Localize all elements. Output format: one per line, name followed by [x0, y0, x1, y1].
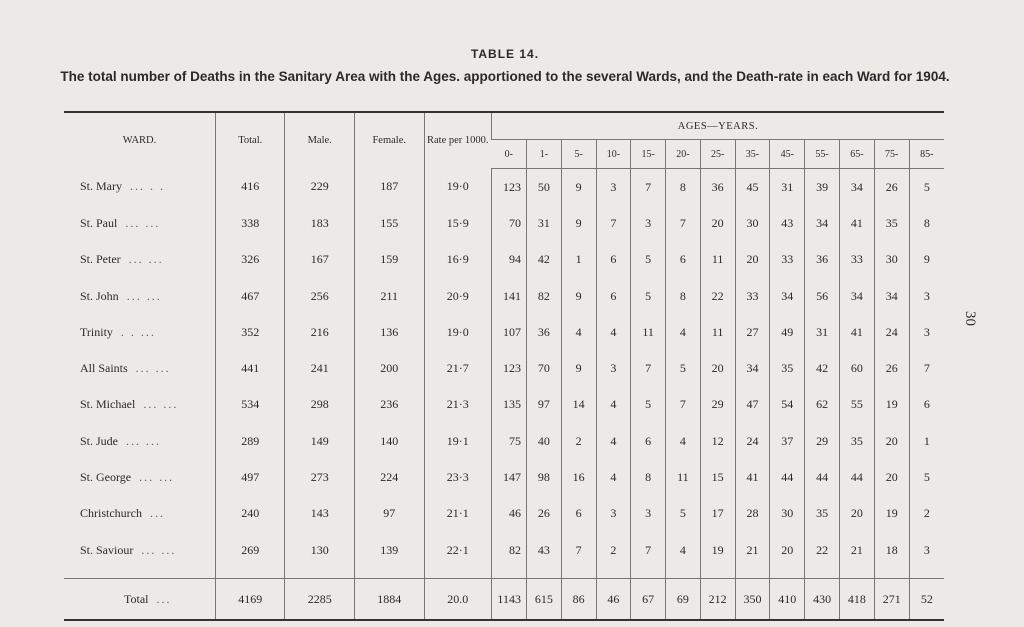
- age-group-header: 45-: [770, 140, 805, 169]
- age-count-cell: 7: [666, 205, 701, 241]
- age-count-cell: 7: [596, 205, 631, 241]
- total-cell: 326: [215, 242, 284, 278]
- age-count-cell: 7: [561, 532, 596, 568]
- table-row: [64, 350, 944, 386]
- age-count-cell: 5: [631, 387, 666, 423]
- age-count-cell: 31: [770, 169, 805, 206]
- ward-name: St. George: [80, 470, 132, 485]
- age-count-cell: 31: [526, 205, 561, 241]
- age-count-cell: 50: [526, 169, 561, 206]
- rate-cell: 20.0: [424, 579, 492, 621]
- ward-name: St. Jude: [80, 433, 119, 448]
- ward-cell: [64, 532, 215, 568]
- age-count-cell: 35: [874, 205, 909, 241]
- table-row: [64, 314, 944, 350]
- female-header: Female.: [354, 112, 424, 169]
- age-count-cell: 43: [770, 205, 805, 241]
- age-count-cell: 34: [840, 278, 875, 314]
- table-row: [64, 278, 944, 314]
- leader-dots: ... ...: [135, 361, 171, 376]
- ages-header: AGES—YEARS.: [492, 112, 944, 140]
- age-count-cell: 12: [700, 423, 735, 459]
- age-count-cell: 2: [561, 423, 596, 459]
- age-count-cell: 2: [596, 532, 631, 568]
- age-group-header: 20-: [666, 140, 701, 169]
- age-group-header: 0-: [492, 140, 527, 169]
- leader-dots: ... ...: [141, 542, 177, 557]
- total-header: Total.: [215, 112, 284, 169]
- age-count-cell: 55: [840, 387, 875, 423]
- table-body: [64, 169, 944, 621]
- total-cell: 416: [215, 169, 284, 206]
- age-count-cell: 6: [631, 423, 666, 459]
- age-count-cell: 6: [596, 278, 631, 314]
- age-count-cell: 97: [526, 387, 561, 423]
- age-count-cell: 418: [840, 579, 875, 621]
- age-count-cell: 8: [631, 459, 666, 495]
- ward-name: Christchurch: [80, 506, 142, 521]
- age-count-cell: 5: [666, 350, 701, 386]
- age-count-cell: 11: [700, 242, 735, 278]
- age-count-cell: 35: [840, 423, 875, 459]
- leader-dots: ...: [150, 506, 165, 521]
- age-count-cell: 7: [631, 350, 666, 386]
- age-count-cell: 5: [631, 242, 666, 278]
- age-count-cell: 28: [735, 496, 770, 532]
- age-count-cell: 5: [909, 169, 944, 206]
- age-count-cell: 430: [805, 579, 840, 621]
- age-count-cell: 141: [492, 278, 527, 314]
- age-count-cell: 46: [492, 496, 527, 532]
- female-cell: 224: [354, 459, 424, 495]
- age-group-header: 15-: [631, 140, 666, 169]
- age-count-cell: 44: [840, 459, 875, 495]
- age-count-cell: 47: [735, 387, 770, 423]
- total-cell: 240: [215, 496, 284, 532]
- age-group-header: 10-: [596, 140, 631, 169]
- age-group-header: 5-: [561, 140, 596, 169]
- age-count-cell: 3: [909, 278, 944, 314]
- table-row: [64, 459, 944, 495]
- spacer-cell: [840, 568, 875, 579]
- ward-name: St. Michael: [80, 397, 136, 412]
- total-cell: 289: [215, 423, 284, 459]
- female-cell: 236: [354, 387, 424, 423]
- age-count-cell: 123: [492, 350, 527, 386]
- ward-cell: [64, 350, 215, 386]
- male-cell: 229: [285, 169, 354, 206]
- age-count-cell: 18: [874, 532, 909, 568]
- age-count-cell: 4: [666, 314, 701, 350]
- age-count-cell: 271: [874, 579, 909, 621]
- male-cell: 256: [285, 278, 354, 314]
- age-count-cell: 82: [492, 532, 527, 568]
- male-cell: 2285: [285, 579, 354, 621]
- spacer-cell: [215, 568, 284, 579]
- ward-name: St. Saviour: [80, 542, 134, 557]
- spacer-cell: [700, 568, 735, 579]
- age-count-cell: 6: [909, 387, 944, 423]
- age-count-cell: 3: [596, 496, 631, 532]
- table-row: [64, 387, 944, 423]
- age-count-cell: 7: [631, 532, 666, 568]
- age-count-cell: 21: [840, 532, 875, 568]
- age-count-cell: 16: [561, 459, 596, 495]
- age-count-cell: 17: [700, 496, 735, 532]
- age-count-cell: 75: [492, 423, 527, 459]
- age-count-cell: 26: [526, 496, 561, 532]
- age-count-cell: 40: [526, 423, 561, 459]
- ward-cell: [64, 242, 215, 278]
- rate-cell: 23·3: [424, 459, 492, 495]
- age-count-cell: 4: [596, 314, 631, 350]
- male-cell: 241: [285, 350, 354, 386]
- age-count-cell: 27: [735, 314, 770, 350]
- age-count-cell: 19: [874, 496, 909, 532]
- age-count-cell: 39: [805, 169, 840, 206]
- age-count-cell: 4: [596, 387, 631, 423]
- age-count-cell: 62: [805, 387, 840, 423]
- age-count-cell: 3: [909, 532, 944, 568]
- age-count-cell: 212: [700, 579, 735, 621]
- age-count-cell: 615: [526, 579, 561, 621]
- male-cell: 216: [285, 314, 354, 350]
- age-count-cell: 67: [631, 579, 666, 621]
- total-cell: 441: [215, 350, 284, 386]
- male-cell: 149: [285, 423, 354, 459]
- age-count-cell: 20: [874, 459, 909, 495]
- age-count-cell: 34: [874, 278, 909, 314]
- age-count-cell: 6: [666, 242, 701, 278]
- age-group-header: 35-: [735, 140, 770, 169]
- total-cell: 467: [215, 278, 284, 314]
- total-cell: 497: [215, 459, 284, 495]
- age-count-cell: 34: [735, 350, 770, 386]
- rate-cell: 21·3: [424, 387, 492, 423]
- spacer-cell: [909, 568, 944, 579]
- male-cell: 273: [285, 459, 354, 495]
- age-count-cell: 37: [770, 423, 805, 459]
- spacer-cell: [526, 568, 561, 579]
- age-count-cell: 34: [805, 205, 840, 241]
- age-count-cell: 94: [492, 242, 527, 278]
- age-count-cell: 41: [840, 314, 875, 350]
- age-count-cell: 123: [492, 169, 527, 206]
- spacer-cell: [874, 568, 909, 579]
- age-count-cell: 20: [700, 350, 735, 386]
- ward-name: St. John: [80, 288, 119, 303]
- age-count-cell: 107: [492, 314, 527, 350]
- age-count-cell: 70: [526, 350, 561, 386]
- leader-dots: ... ...: [125, 215, 161, 230]
- leader-dots: ... ...: [143, 397, 179, 412]
- age-count-cell: 9: [561, 278, 596, 314]
- age-count-cell: 54: [770, 387, 805, 423]
- age-count-cell: 11: [631, 314, 666, 350]
- age-count-cell: 46: [596, 579, 631, 621]
- age-count-cell: 21: [735, 532, 770, 568]
- table-row: [64, 496, 944, 532]
- age-count-cell: 44: [770, 459, 805, 495]
- age-count-cell: 7: [909, 350, 944, 386]
- male-cell: 183: [285, 205, 354, 241]
- spacer-cell: [561, 568, 596, 579]
- table-caption: The total number of Deaths in the Sanitary Area with the Ages. apportioned to the several Wards, and the Death-rate in each Ward for 1904.: [60, 69, 950, 84]
- age-count-cell: 9: [561, 169, 596, 206]
- total-cell: 269: [215, 532, 284, 568]
- total-cell: 352: [215, 314, 284, 350]
- ward-cell: [64, 459, 215, 495]
- age-count-cell: 60: [840, 350, 875, 386]
- age-count-cell: 30: [770, 496, 805, 532]
- age-count-cell: 3: [596, 169, 631, 206]
- deaths-table: [64, 111, 944, 621]
- total-cell: 338: [215, 205, 284, 241]
- spacer-cell: [735, 568, 770, 579]
- age-count-cell: 3: [631, 205, 666, 241]
- ward-name: St. Peter: [80, 252, 121, 267]
- age-count-cell: 6: [596, 242, 631, 278]
- age-count-cell: 9: [561, 350, 596, 386]
- table-row: [64, 169, 944, 206]
- leader-dots: ... ...: [126, 433, 162, 448]
- age-group-header: 75-: [874, 140, 909, 169]
- age-count-cell: 44: [805, 459, 840, 495]
- age-count-cell: 86: [561, 579, 596, 621]
- rate-cell: 16·9: [424, 242, 492, 278]
- age-group-header: 65-: [840, 140, 875, 169]
- female-cell: 1884: [354, 579, 424, 621]
- leader-dots: ... ...: [139, 470, 175, 485]
- age-count-cell: 15: [700, 459, 735, 495]
- age-count-cell: 42: [526, 242, 561, 278]
- age-count-cell: 29: [805, 423, 840, 459]
- age-count-cell: 3: [596, 350, 631, 386]
- total-cell: 4169: [215, 579, 284, 621]
- spacer-row: [64, 568, 944, 579]
- age-count-cell: 20: [770, 532, 805, 568]
- ward-cell: [64, 205, 215, 241]
- table-row: [64, 423, 944, 459]
- rate-cell: 22·1: [424, 532, 492, 568]
- age-count-cell: 98: [526, 459, 561, 495]
- age-count-cell: 22: [700, 278, 735, 314]
- age-count-cell: 49: [770, 314, 805, 350]
- spacer-cell: [596, 568, 631, 579]
- age-count-cell: 5: [909, 459, 944, 495]
- age-count-cell: 7: [666, 387, 701, 423]
- age-count-cell: 41: [735, 459, 770, 495]
- age-count-cell: 36: [526, 314, 561, 350]
- age-count-cell: 36: [700, 169, 735, 206]
- rate-cell: 19·0: [424, 314, 492, 350]
- ward-cell: [64, 314, 215, 350]
- ward-cell: [64, 579, 215, 621]
- age-count-cell: 30: [735, 205, 770, 241]
- table-title: TABLE 14.: [470, 47, 540, 61]
- age-count-cell: 42: [805, 350, 840, 386]
- spacer-cell: [64, 568, 215, 579]
- age-count-cell: 26: [874, 350, 909, 386]
- ward-cell: [64, 169, 215, 206]
- age-count-cell: 35: [770, 350, 805, 386]
- age-count-cell: 45: [735, 169, 770, 206]
- age-count-cell: 35: [805, 496, 840, 532]
- female-cell: 139: [354, 532, 424, 568]
- table-row: [64, 532, 944, 568]
- ward-header: WARD.: [122, 135, 157, 147]
- age-count-cell: 14: [561, 387, 596, 423]
- leader-dots: . . ...: [120, 324, 156, 339]
- age-count-cell: 6: [561, 496, 596, 532]
- age-count-cell: 24: [874, 314, 909, 350]
- age-count-cell: 36: [805, 242, 840, 278]
- age-count-cell: 56: [805, 278, 840, 314]
- ward-name: St. Mary: [80, 179, 122, 194]
- ward-name: Trinity: [80, 324, 113, 339]
- age-count-cell: 19: [700, 532, 735, 568]
- age-count-cell: 33: [735, 278, 770, 314]
- male-header: Male.: [285, 112, 354, 169]
- ward-cell: [64, 496, 215, 532]
- rate-cell: 15·9: [424, 205, 492, 241]
- spacer-cell: [631, 568, 666, 579]
- leader-dots: ... ...: [126, 288, 162, 303]
- female-cell: 211: [354, 278, 424, 314]
- male-cell: 167: [285, 242, 354, 278]
- age-count-cell: 70: [492, 205, 527, 241]
- age-group-header: 85-: [909, 140, 944, 169]
- rate-header: Rate per 1000.: [424, 112, 492, 169]
- age-count-cell: 82: [526, 278, 561, 314]
- age-count-cell: 8: [666, 278, 701, 314]
- age-count-cell: 33: [770, 242, 805, 278]
- female-cell: 136: [354, 314, 424, 350]
- age-count-cell: 41: [840, 205, 875, 241]
- age-count-cell: 3: [909, 314, 944, 350]
- female-cell: 200: [354, 350, 424, 386]
- age-count-cell: 350: [735, 579, 770, 621]
- female-cell: 187: [354, 169, 424, 206]
- leader-dots: ... ...: [128, 252, 164, 267]
- rate-cell: 19·0: [424, 169, 492, 206]
- age-count-cell: 52: [909, 579, 944, 621]
- age-count-cell: 20: [840, 496, 875, 532]
- female-cell: 97: [354, 496, 424, 532]
- spacer-cell: [354, 568, 424, 579]
- age-count-cell: 26: [874, 169, 909, 206]
- age-count-cell: 24: [735, 423, 770, 459]
- age-count-cell: 1: [561, 242, 596, 278]
- leader-dots: ... . .: [130, 179, 165, 194]
- leader-dots: ...: [156, 591, 172, 606]
- age-count-cell: 147: [492, 459, 527, 495]
- age-count-cell: 1143: [492, 579, 527, 621]
- age-count-cell: 8: [909, 205, 944, 241]
- age-count-cell: 3: [631, 496, 666, 532]
- spacer-cell: [666, 568, 701, 579]
- total-row: [64, 579, 944, 621]
- ward-cell: [64, 387, 215, 423]
- female-cell: 140: [354, 423, 424, 459]
- age-group-header: 25-: [700, 140, 735, 169]
- spacer-cell: [285, 568, 354, 579]
- age-count-cell: 1: [909, 423, 944, 459]
- female-cell: 159: [354, 242, 424, 278]
- age-count-cell: 34: [840, 169, 875, 206]
- age-count-cell: 4: [666, 532, 701, 568]
- age-count-cell: 31: [805, 314, 840, 350]
- rate-cell: 19·1: [424, 423, 492, 459]
- age-count-cell: 135: [492, 387, 527, 423]
- age-count-cell: 34: [770, 278, 805, 314]
- age-count-cell: 43: [526, 532, 561, 568]
- ward-cell: [64, 423, 215, 459]
- age-count-cell: 4: [596, 459, 631, 495]
- female-cell: 155: [354, 205, 424, 241]
- rate-cell: 20·9: [424, 278, 492, 314]
- ward-cell: [64, 278, 215, 314]
- age-group-header: 55-: [805, 140, 840, 169]
- ward-name: All Saints: [80, 361, 128, 376]
- spacer-cell: [492, 568, 527, 579]
- age-count-cell: 5: [631, 278, 666, 314]
- age-count-cell: 29: [700, 387, 735, 423]
- table-row: [64, 205, 944, 241]
- age-count-cell: 4: [561, 314, 596, 350]
- age-count-cell: 33: [840, 242, 875, 278]
- age-count-cell: 9: [561, 205, 596, 241]
- age-count-cell: 5: [666, 496, 701, 532]
- age-count-cell: 11: [700, 314, 735, 350]
- table-row: [64, 242, 944, 278]
- age-count-cell: 11: [666, 459, 701, 495]
- spacer-cell: [805, 568, 840, 579]
- age-count-cell: 9: [909, 242, 944, 278]
- age-count-cell: 8: [666, 169, 701, 206]
- male-cell: 298: [285, 387, 354, 423]
- male-cell: 130: [285, 532, 354, 568]
- age-count-cell: 30: [874, 242, 909, 278]
- spacer-cell: [770, 568, 805, 579]
- male-cell: 143: [285, 496, 354, 532]
- spacer-cell: [424, 568, 492, 579]
- age-group-header: 1-: [526, 140, 561, 169]
- age-count-cell: 69: [666, 579, 701, 621]
- age-count-cell: 7: [631, 169, 666, 206]
- ward-name: Total: [124, 591, 149, 606]
- age-count-cell: 20: [735, 242, 770, 278]
- age-count-cell: 22: [805, 532, 840, 568]
- age-count-cell: 4: [666, 423, 701, 459]
- ward-name: St. Paul: [80, 215, 118, 230]
- total-cell: 534: [215, 387, 284, 423]
- page-number: 30: [962, 311, 978, 326]
- age-count-cell: 20: [874, 423, 909, 459]
- rate-cell: 21·7: [424, 350, 492, 386]
- age-count-cell: 2: [909, 496, 944, 532]
- age-count-cell: 410: [770, 579, 805, 621]
- age-count-cell: 4: [596, 423, 631, 459]
- rate-cell: 21·1: [424, 496, 492, 532]
- age-count-cell: 20: [700, 205, 735, 241]
- age-count-cell: 19: [874, 387, 909, 423]
